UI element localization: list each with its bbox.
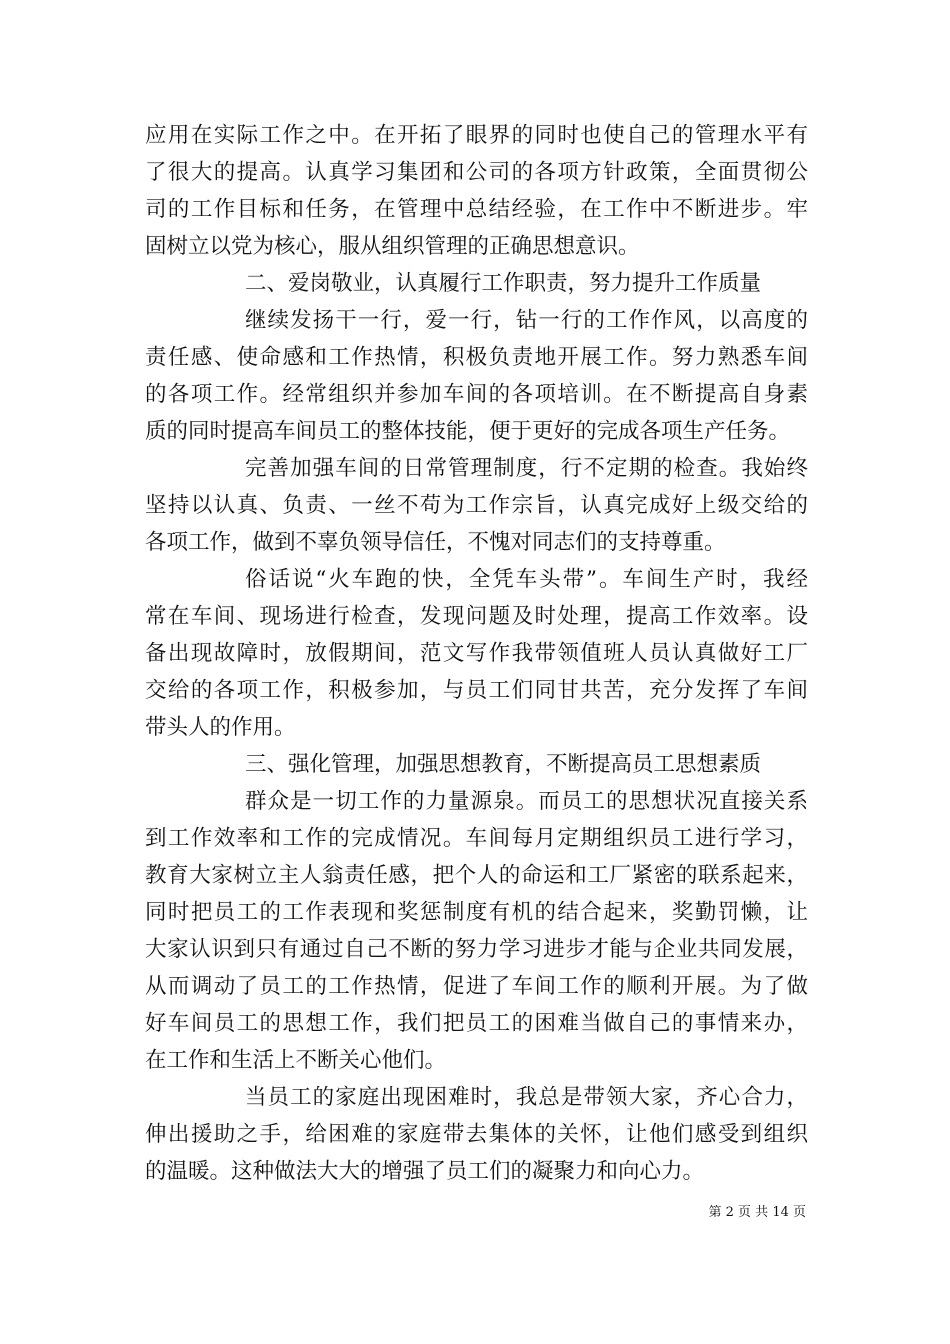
text-line: 伸出援助之手，给困难的家庭带去集体的关怀，让他们感受到组织 [145,1122,808,1147]
text-line: 完善加强车间的日常管理制度，行不定期的检查。我始终 [245,456,808,481]
heading-text: 三、强化管理，加强思想教育，不断提高员工思想素质 [245,752,762,777]
page-number-footer: 第 2 页 共 14 页 [708,1205,806,1220]
paragraph [145,1079,808,1190]
text-line: 应用在实际工作之中。在开拓了眼界的同时也使自己的管理水平有 [145,123,808,148]
paragraph [145,783,808,1079]
text-line: 在工作和生活上不断关心他们。 [145,1048,447,1073]
text-line: 质的同时提高车间员工的整体技能，便于更好的完成各项生产任务。 [145,419,791,444]
text-line: 好车间员工的思想工作，我们把员工的困难当做自己的事情来办， [145,1011,808,1036]
text-line: 的各项工作。经常组织并参加车间的各项培训。在不断提高自身素 [145,382,808,407]
paragraph [145,302,808,450]
text-line: 坚持以认真、负责、一丝不苟为工作宗旨，认真完成好上级交给的 [145,493,808,518]
text-line: 责任感、使命感和工作热情，积极负责地开展工作。努力熟悉车间 [145,345,808,370]
text-line: 各项工作，做到不辜负领导信任，不愧对同志们的支持尊重。 [145,530,726,555]
text-line: 大家认识到只有通过自己不断的努力学习进步才能与企业共同发展， [145,937,808,962]
text-line: 常在车间、现场进行检查，发现问题及时处理，提高工作效率。设 [145,604,808,629]
text-line: 了很大的提高。认真学习集团和公司的各项方针政策，全面贯彻公 [145,160,808,185]
text-line: 司的工作目标和任务，在管理中总结经验，在工作中不断进步。牢 [145,197,808,222]
text-line: 带头人的作用。 [145,715,296,740]
text-line: 继续发扬干一行，爱一行，钻一行的工作作风，以高度的 [245,308,808,333]
text-line: 从而调动了员工的工作热情，促进了车间工作的顺利开展。为了做 [145,974,808,999]
text-line: 备出现故障时，放假期间，范文写作我带领值班人员认真做好工厂 [145,641,808,666]
text-line: 俗话说“火车跑的快，全凭车头带”。车间生产时，我经 [245,567,808,592]
text-line: 教育大家树立主人翁责任感，把个人的命运和工厂紧密的联系起来， [145,863,808,888]
section-heading [145,265,808,302]
paragraph [145,450,808,561]
text-line: 固树立以党为核心，服从组织管理的正确思想意识。 [145,234,640,259]
paragraph [145,561,808,746]
text-line: 到工作效率和工作的完成情况。车间每月定期组织员工进行学习， [145,826,808,851]
heading-text: 二、爱岗敬业，认真履行工作职责，努力提升工作质量 [245,271,762,296]
text-line: 交给的各项工作，积极参加，与员工们同甘共苦，充分发挥了车间 [145,678,808,703]
paragraph [145,117,808,265]
text-line: 的温暖。这种做法大大的增强了员工们的凝聚力和向心力。 [145,1159,705,1184]
text-line: 同时把员工的工作表现和奖惩制度有机的结合起来，奖勤罚懒，让 [145,900,808,925]
document-body [145,117,808,1190]
text-line: 群众是一切工作的力量源泉。而员工的思想状况直接关系 [245,789,808,814]
section-heading [145,746,808,783]
text-line: 当员工的家庭出现困难时，我总是带领大家，齐心合力， [245,1085,808,1110]
